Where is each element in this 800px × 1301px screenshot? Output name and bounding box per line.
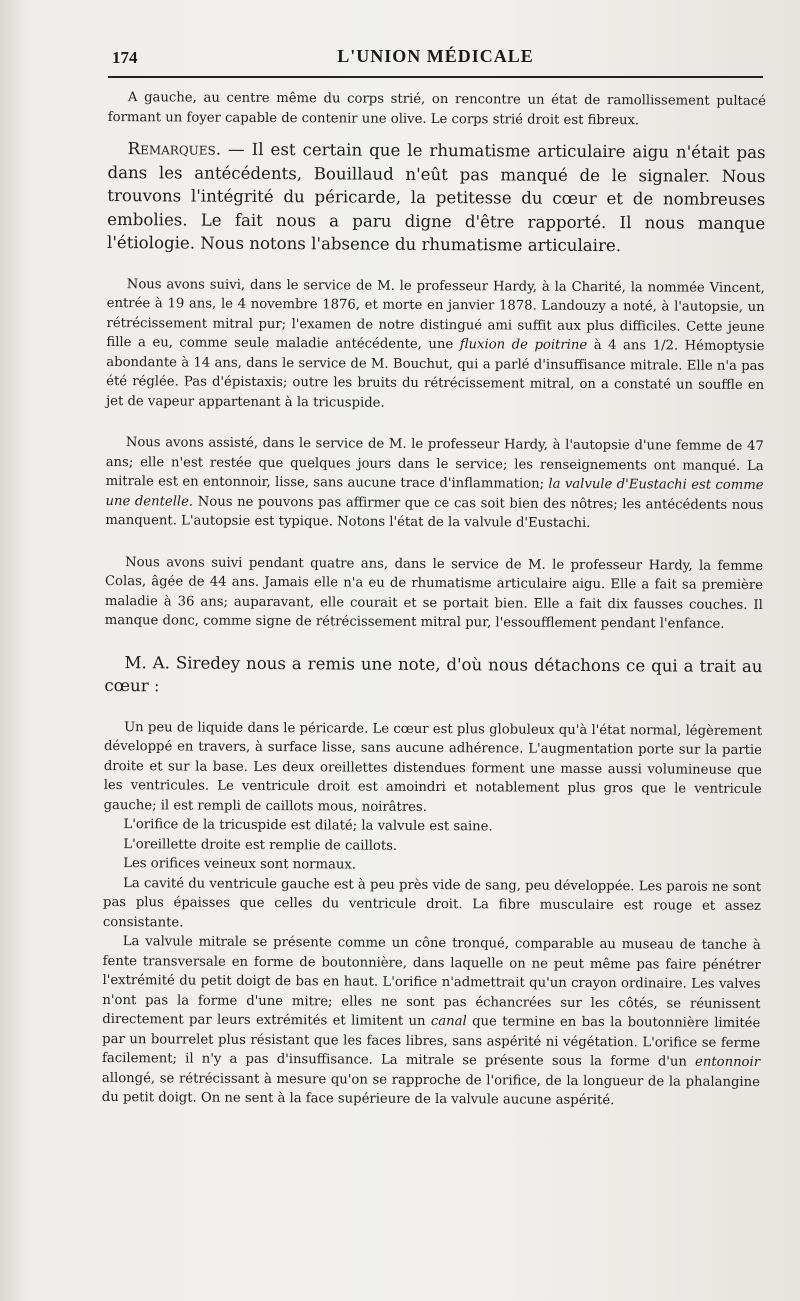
- paragraph-remarks: [107, 137, 766, 259]
- mitral-italic-entonnoir: entonnoir: [695, 1054, 761, 1071]
- paragraph-pericardium: Un peu de liquide dans le péricarde. Le cœur est plus globuleux qu'à l'état normal, légèrement développé en travers, à surface lisse, sans aucune adhérence. L'augmentation porte sur la partie droite et sur la base. Les deux oreillettes distendues forment une masse aussi volumineuse que les ventricules. Le ventricule droit est amoindri et notablement plus gros que le ventricule gauche; il est rempli de caillots mous, noirâtres.: [103, 719, 763, 815]
- paragraph-colas-case: Nous avons suivi pendant quatre ans, dans le service de M. le professeur Hardy, la femme Colas, âgée de 44 ans. Jamais elle n'a eu de rhumatisme articulaire aigu. Elle a fait sa première maladie à 36 ans; auparavant, elle courait et se portait bien. Elle a fait dix fausses couches. Il manque donc, comme signe de rétrécissement mitral pur, l'essoufflement pendant l'enfance.: [104, 554, 764, 632]
- eustachi-text-b: Nous ne pouvons pas affirmer que ce cas soit bien des nôtres; les antécédents nous manquent. L'autopsie est typique. Notons l'état de la valvule d'Eustachi.: [105, 494, 764, 531]
- mitral-text-b: que termine en bas la boutonnière limitée par un bourrelet plus résistant que les faces libres, sans aspérité ni végétation. L'orifice se ferme facilement; il n'y a pas d'insuffisance. La mitrale se présente sous la forme d'un: [102, 1014, 761, 1070]
- mitral-text-a: La valvule mitrale se présente comme un cône tronqué, comparable au museau de tanche à fente transversale en forme de boutonnière, dans laquelle on ne peut même pas faire pénétrer l'extrémité du petit doigt de bas en haut. L'orifice n'admettrait qu'un crayon ordinaire. Les valves n'ont pas la forme d'une mitre; elles ne sont pas échancrées sur les côtés, se réunissent directement par leurs extrémités et limitent un: [102, 934, 761, 1029]
- paragraph-eustachi-case: [105, 433, 764, 535]
- paragraph-mitral-valve: [102, 932, 761, 1112]
- page-number: 174: [112, 48, 138, 67]
- paragraph-venous-orifices: Les orifices veineux sont normaux.: [123, 856, 357, 873]
- paragraph-autopsy-note: A gauche, au centre même du corps strié, on rencontre un état de ramollissement pultacé formant un foyer capable de contenir une olive. Le corps strié droit est fibreux.: [107, 90, 766, 128]
- running-title: L'UNION MÉDICALE: [337, 46, 534, 66]
- eustachi-italic: la valvule d'Eustachi est comme une dentelle.: [105, 476, 764, 510]
- paragraph-left-ventricle: La cavité du ventricule gauche est à peu près vide de sang, peu développée. Les parois ne sont pas plus épaisses que celles du ventricule droit. La fibre musculaire est rouge et assez consistante.: [102, 875, 762, 930]
- page-header: [108, 42, 763, 78]
- vincent-text-b: à 4 ans 1/2. Hémoptysie abondante à 14 ans, dans le service de M. Bouchut, qui a parlé d'insuffisance mitrale. Elle n'a pas été réglée. Pas d'épistaxis; outre les bruits du rétrécissement mitral, on a constaté un souffle en jet de vapeur appartenant à la tricuspide.: [106, 337, 765, 411]
- remarks-text: — Il est certain que le rhumatisme articulaire aigu n'était pas dans les antécédents, Bouillaud n'eût pas manqué de le signaler. Nous trouvons l'intégrité du péricarde, la petitesse du cœur et de nombreuses embolies. Le fait nous a paru digne d'être rapporté. Il nous manque l'étiologie. Nous notons l'absence du rhumatisme articulaire.: [106, 139, 766, 256]
- paragraph-tricuspid: L'orifice de la tricuspide est dilaté; la valvule est saine.: [123, 817, 493, 835]
- eustachi-text-a: Nous avons assisté, dans le service de M. le professeur Hardy, à l'autopsie d'une femme de 47 ans; elle n'est restée que quelques jours dans le service; les renseignements ont manqué. La mitrale est en entonnoir, lisse, sans aucune trace d'inflammation;: [105, 435, 764, 492]
- paragraph-right-atrium: L'oreillette droite est remplie de caillots.: [123, 836, 398, 854]
- paragraph-vincent-case: [106, 274, 765, 415]
- mitral-italic-canal: canal: [430, 1013, 467, 1030]
- paragraph-siredey-note: M. A. Siredey nous a remis une note, d'où nous détachons ce qui a trait au cœur :: [104, 652, 763, 696]
- article-body: [102, 88, 766, 1112]
- vincent-text-a: Nous avons suivi, dans le service de M. le professeur Hardy, à la Charité, la nommée Vincent, entrée à 19 ans, le 4 novembre 1876, et morte en janvier 1878. Landouzy a noté, à l'autopsie, un rétrécissement mitral pur; l'examen de notre distingué ami suffit aux plus difficiles. Cette jeune fille a eu, comme seule maladie antécédente, une: [106, 276, 765, 353]
- vincent-italic: fluxion de poitrine: [459, 337, 588, 353]
- remarks-label: Remarques.: [127, 139, 222, 159]
- mitral-text-c: allongé, se rétrécissant à mesure qu'on se rapproche de l'orifice, de la longueur de la phalangine du petit doigt. On ne sent à la face supérieure de la valvule aucune aspérité.: [101, 1070, 760, 1109]
